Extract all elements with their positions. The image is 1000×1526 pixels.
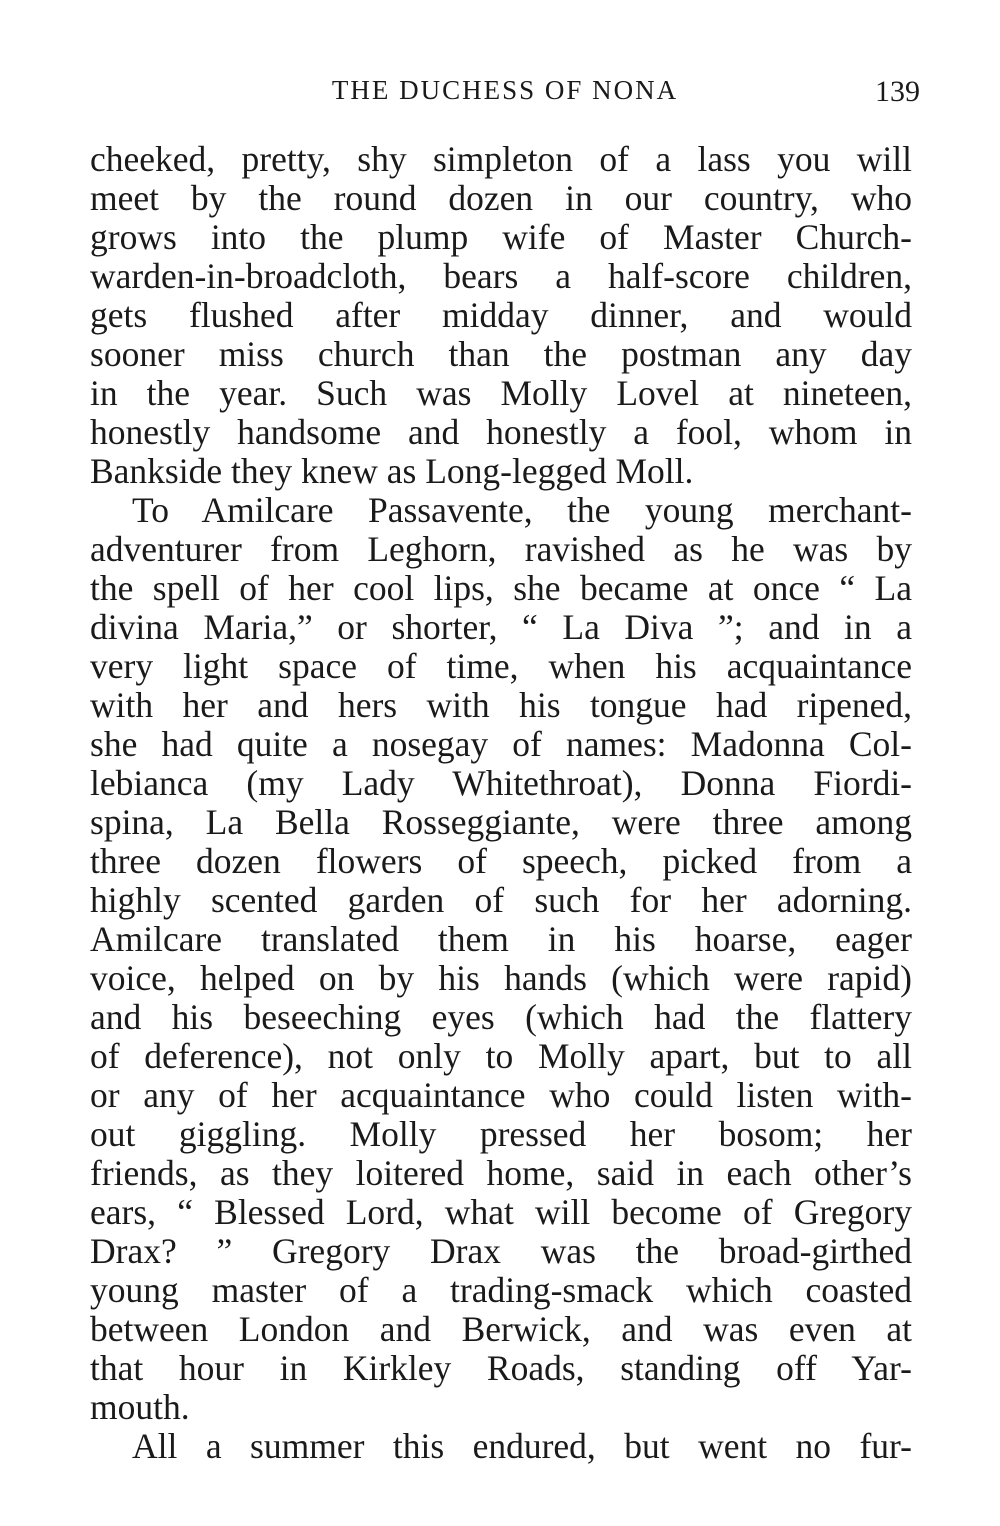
running-title: THE DUCHESS OF NONA [331,75,679,105]
text-line: lebianca (my Lady Whitethroat), Donna Fiordi- [90,763,912,803]
text-line: that hour in Kirkley Roads, standing off Yar- [90,1348,912,1388]
text-line: spina, La Bella Rosseggiante, were three among [90,802,912,842]
text-line: friends, as they loitered home, said in each other’s [90,1153,912,1193]
text-line: voice, helped on by his hands (which were rapid) [90,958,912,998]
text-line: All a summer this endured, but went no fur- [132,1426,912,1466]
page-number: 139 [875,75,920,108]
text-line: honestly handsome and honestly a fool, whom in [90,412,912,452]
text-line: very light space of time, when his acquaintance [90,646,912,686]
text-line: adventurer from Leghorn, ravished as he was by [90,529,912,569]
body-text [90,140,912,1466]
text-line: Amilcare translated them in his hoarse, eager [90,919,912,959]
text-line: Bankside they knew as Long-legged Moll. [90,451,694,491]
text-line: grows into the plump wife of Master Church- [90,217,912,257]
text-line: mouth. [90,1387,190,1427]
text-line: divina Maria,” or shorter, “ La Diva ”; and in a [90,607,912,647]
text-line: or any of her acquaintance who could listen with- [90,1075,912,1115]
text-line: sooner miss church than the postman any day [90,334,912,374]
text-line: and his beseeching eyes (which had the flattery [90,997,912,1037]
text-line: highly scented garden of such for her adorning. [90,880,912,920]
text-line: with her and hers with his tongue had ripened, [90,685,912,725]
text-line: warden-in-broadcloth, bears a half-score children, [90,256,912,296]
running-header [90,70,920,110]
text-line: she had quite a nosegay of names: Madonna Col- [90,724,912,764]
text-line: between London and Berwick, and was even at [90,1309,912,1349]
text-line: three dozen flowers of speech, picked from a [90,841,912,881]
text-line: the spell of her cool lips, she became at once “ La [90,568,912,608]
text-line: young master of a trading-smack which coasted [90,1270,912,1310]
text-line: Drax? ” Gregory Drax was the broad-girthed [90,1231,912,1271]
text-line: gets flushed after midday dinner, and would [90,295,912,335]
text-line: out giggling. Molly pressed her bosom; her [90,1114,912,1154]
text-line: cheeked, pretty, shy simpleton of a lass you will [90,139,912,179]
text-line: of deference), not only to Molly apart, but to all [90,1036,912,1076]
text-line: meet by the round dozen in our country, who [90,178,912,218]
text-line: in the year. Such was Molly Lovel at nineteen, [90,373,912,413]
text-line: To Amilcare Passavente, the young merchant- [132,490,912,530]
text-line: ears, “ Blessed Lord, what will become of Gregory [90,1192,912,1232]
